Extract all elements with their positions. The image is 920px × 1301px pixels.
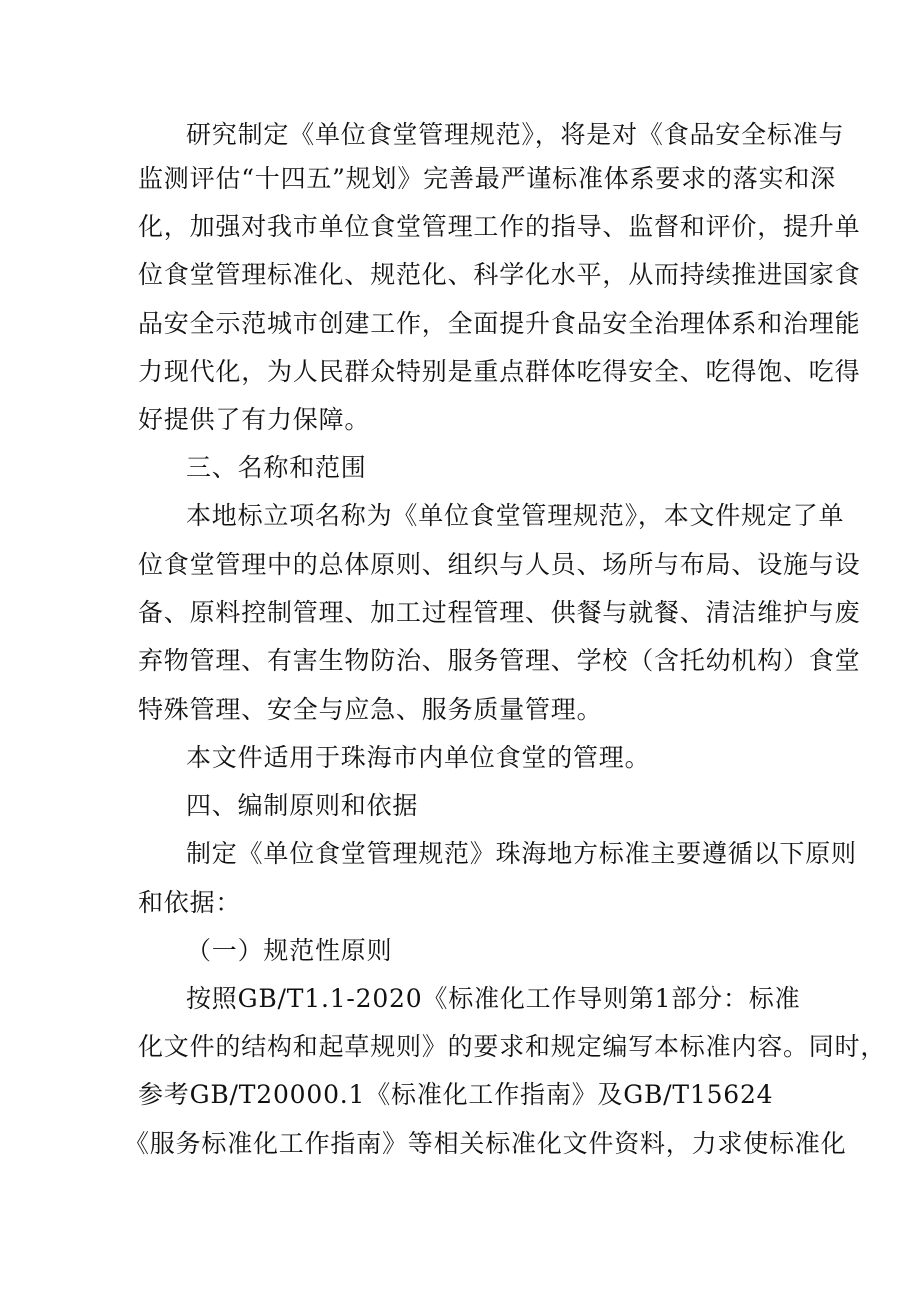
paragraph-2-line-3: 备、原料控制管理、加工过程管理、供餐与就餐、清洁维护与废 (138, 598, 861, 627)
paragraph-4-line-1: 按照GB/T1.1-2020《标准化工作导则第1部分：标准 (186, 984, 801, 1013)
subsection-heading-1: （一）规范性原则 (186, 936, 393, 965)
paragraph-3-line-2: 和依据： (138, 888, 242, 917)
paragraph-1-line-1: 研究制定《单位食堂管理规范》，将是对《食品安全标准与 (186, 120, 845, 149)
scope-sentence: 本文件适用于珠海市内单位食堂的管理。 (186, 743, 651, 772)
paragraph-1-line-2: 监测评估“十四五”规划》完善最严谨标准体系要求的落实和深 (138, 164, 836, 193)
section-heading-4: 四、编制原则和依据 (186, 791, 419, 820)
paragraph-3-line-1: 制定《单位食堂管理规范》珠海地方标准主要遵循以下原则 (186, 839, 857, 868)
paragraph-2-line-4: 弃物管理、有害生物防治、服务管理、学校（含托幼机构）食堂 (138, 646, 861, 675)
paragraph-1-line-6: 力现代化，为人民群众特别是重点群体吃得安全、吃得饱、吃得 (138, 357, 861, 386)
paragraph-1-line-3: 化，加强对我市单位食堂管理工作的指导、监督和评价，提升单 (138, 212, 861, 241)
paragraph-4-line-2: 化文件的结构和起草规则》的要求和规定编写本标准内容。同时， (138, 1032, 887, 1061)
paragraph-4-line-4: 《服务标准化工作指南》等相关标准化文件资料，力求使标准化 (124, 1129, 847, 1158)
paragraph-2-line-1: 本地标立项名称为《单位食堂管理规范》，本文件规定了单 (186, 501, 845, 530)
paragraph-4-line-3: 参考GB/T20000.1《标准化工作指南》及GB/T15624 (138, 1080, 774, 1109)
section-heading-3: 三、名称和范围 (186, 453, 367, 482)
paragraph-1-line-4: 位食堂管理标准化、规范化、科学化水平，从而持续推进国家食 (138, 260, 861, 289)
paragraph-2-line-5: 特殊管理、安全与应急、服务质量管理。 (138, 695, 603, 724)
paragraph-1-line-5: 品安全示范城市创建工作，全面提升食品安全治理体系和治理能 (138, 309, 861, 338)
paragraph-1-line-7: 好提供了有力保障。 (138, 405, 371, 434)
paragraph-2-line-2: 位食堂管理中的总体原则、组织与人员、场所与布局、设施与设 (138, 550, 861, 579)
